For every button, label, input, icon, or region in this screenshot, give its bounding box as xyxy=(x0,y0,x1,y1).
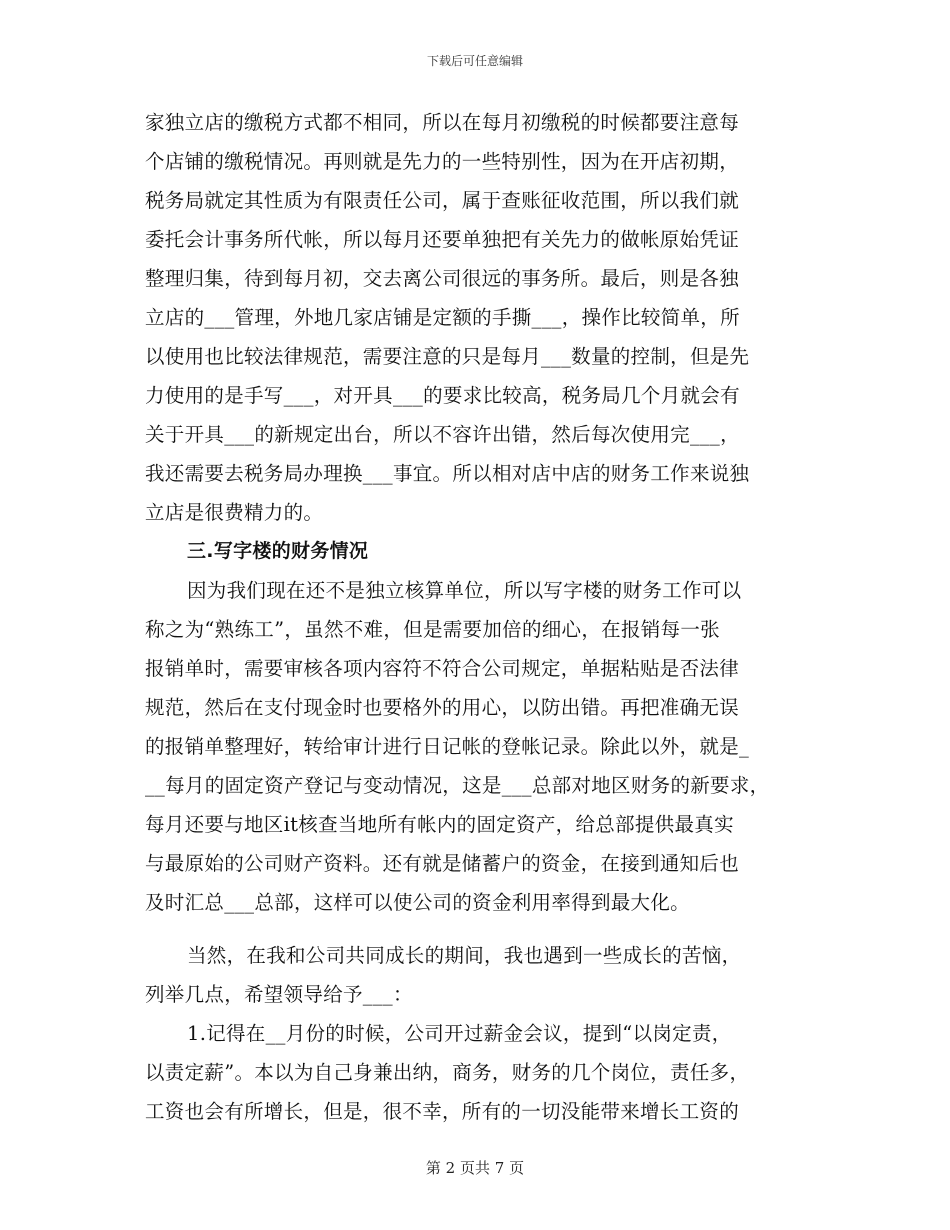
text-line: 规范，然后在支付现金时也要格外的用心，以防出错。再把准确无误 xyxy=(145,696,740,719)
text-line: 我还需要去税务局办理换___事宜。所以相对店中店的财务工作来说独 xyxy=(145,462,750,485)
text-line: 每月还要与地区it核查当地所有帐内的固定资产，给总部提供最真实 xyxy=(145,813,734,836)
paragraph xyxy=(145,936,813,1014)
text-line: 列举几点，希望领导给予___： xyxy=(145,983,413,1006)
text-line: 个店铺的缴税情况。再则就是先力的一些特别性，因为在开店初期， xyxy=(145,150,740,173)
text-line: 委托会计事务所代帐，所以每月还要单独把有关先力的做帐原始凭证 xyxy=(145,228,740,251)
text-line: 称之为“熟练工”，虽然不难，但是需要加倍的细心，在报销每一张 xyxy=(145,618,720,641)
text-line: 立店的___管理，外地几家店铺是定额的手撕___，操作比较简单，所 xyxy=(145,306,740,329)
page-header: 下载后可任意编辑 xyxy=(426,54,523,68)
text-line: 当然，在我和公司共同成长的期间，我也遇到一些成长的苦恼， xyxy=(187,944,742,967)
paragraph xyxy=(145,103,813,532)
text-line: 报销单时，需要审核各项内容符不符合公司规定，单据粘贴是否法律 xyxy=(145,657,740,680)
text-line: 以责定薪”。本以为自己身兼出纳，商务，财务的几个岗位，责任多， xyxy=(145,1061,750,1084)
text-line: 以使用也比较法律规范，需要注意的只是每月___数量的控制，但是先 xyxy=(145,345,750,368)
text-line: 立店是很费精力的。 xyxy=(145,501,324,524)
document-body xyxy=(145,103,813,1131)
text-line: 与最原始的公司财产资料。还有就是储蓄户的资金，在接到通知后也 xyxy=(145,852,740,875)
text-line: 1.记得在__月份的时候，公司开过薪金会议，提到“以岗定责， xyxy=(187,1022,732,1045)
text-line: 整理归集，待到每月初，交去离公司很远的事务所。最后，则是各独 xyxy=(145,267,740,290)
paragraph xyxy=(145,571,813,922)
text-line: __每月的固定资产登记与变动情况，这是___总部对地区财务的新要求， xyxy=(145,774,770,797)
section-heading: 三.写字楼的财务情况 xyxy=(187,540,369,562)
text-line: 力使用的是手写___，对开具___的要求比较高，税务局几个月就会有 xyxy=(145,384,740,407)
text-line: 税务局就定其性质为有限责任公司，属于查账征收范围，所以我们就 xyxy=(145,189,740,212)
page-footer: 第 2 页共 7 页 xyxy=(425,1159,525,1177)
text-line: 因为我们现在还不是独立核算单位，所以写字楼的财务工作可以 xyxy=(187,579,742,602)
paragraph xyxy=(145,1014,813,1131)
text-line: 及时汇总___总部，这样可以使公司的资金利用率得到最大化。 xyxy=(145,891,690,914)
paragraph-gap xyxy=(145,922,813,936)
text-line: 关于开具___的新规定出台，所以不容许出错，然后每次使用完___， xyxy=(145,423,740,446)
text-line: 的报销单整理好，转给审计进行日记帐的登帐记录。除此以外，就是_ xyxy=(145,735,750,758)
text-line: 工资也会有所增长，但是，很不幸，所有的一切没能带来增长工资的 xyxy=(145,1100,740,1123)
text-line: 家独立店的缴税方式都不相同，所以在每月初缴税的时候都要注意每 xyxy=(145,111,740,134)
